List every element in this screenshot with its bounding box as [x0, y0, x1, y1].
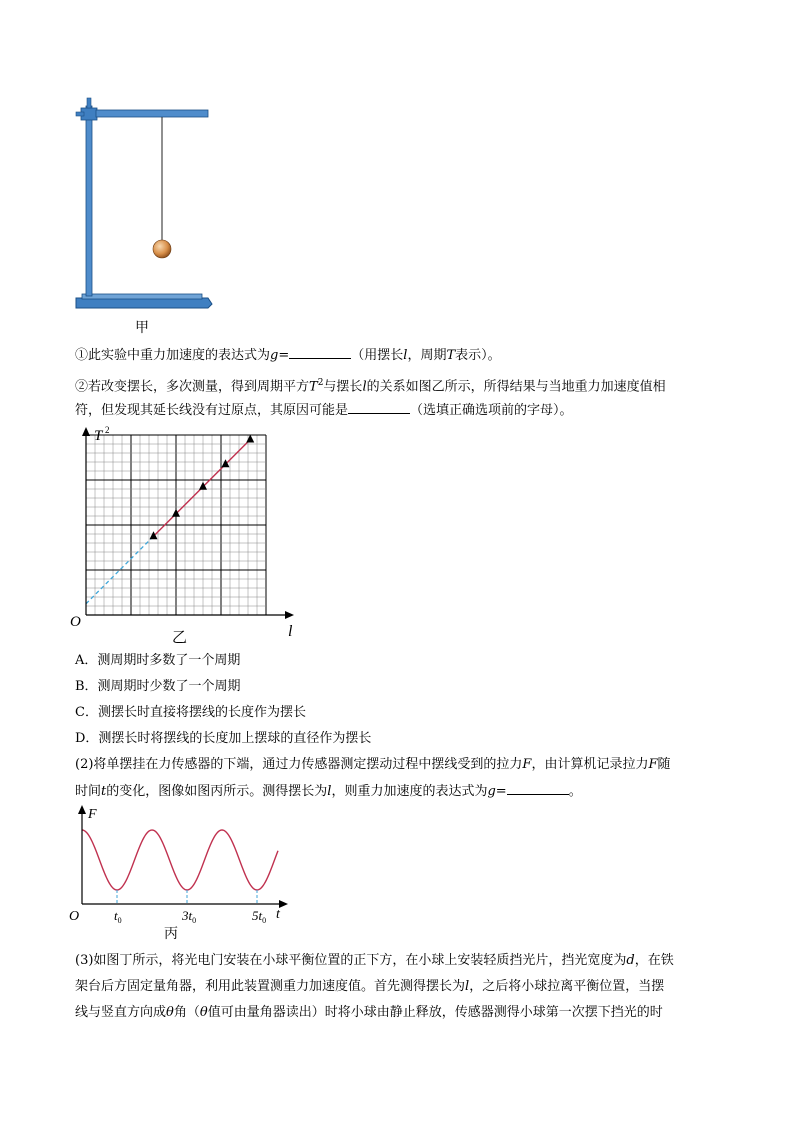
figure-caption-jia: 甲: [135, 320, 149, 336]
pendulum-stand-figure: [70, 94, 220, 314]
question-2-line1: ②若改变摆长，多次测量，得到周期平方$T^2$与摆长l的关系如图乙所示，所得结果与当地重力加速度值相: [75, 378, 666, 395]
data-point-marker: [172, 509, 180, 517]
figure-caption-bing: 丙: [164, 927, 178, 942]
yi-x-axis-label: l: [288, 623, 293, 640]
stand-base: [76, 298, 212, 308]
answer-blank-3[interactable]: [507, 782, 569, 795]
question-1: ①此实验中重力加速度的表达式为g= （用摆长l，周期T表示）。: [75, 348, 501, 363]
force-curve: [82, 830, 278, 890]
data-point-marker: [246, 435, 254, 443]
part-3-line3: 线与竖直方向成θ角（θ值可由量角器读出）时将小球由静止释放，传感器测得小球第一次摆下挡光的时: [75, 1005, 663, 1020]
answer-blank-2[interactable]: [348, 401, 410, 414]
figure-caption-yi: 乙: [172, 630, 188, 646]
part-2-line1: (2)将单摆挂在力传感器的下端，通过力传感器测定摆动过程中摆线受到的拉力F，由计算机记录拉力F随: [75, 757, 671, 772]
pendulum-bob: [153, 240, 171, 258]
yi-origin-label: O: [70, 614, 81, 630]
question-2-line2: 符，但发现其延长线没有过原点，其原因可能是 （选填正确选项前的字母）。: [75, 403, 573, 418]
bing-origin-label: O: [69, 909, 80, 924]
data-point-marker: [222, 459, 230, 467]
answer-blank-1[interactable]: [289, 346, 351, 359]
part-3-line2: 架台后方固定量角器，利用此装置测重力加速度值。首先测得摆长为l，之后将小球拉离平衡位置，当摆: [75, 979, 665, 994]
bing-y-axis-label: F: [88, 807, 97, 822]
stand-rod: [86, 106, 92, 296]
bing-tick-3t0: $3t_0$: [182, 908, 197, 925]
data-point-marker: [150, 531, 158, 539]
stand-arm: [96, 110, 208, 117]
bing-tick-t0: $t_0$: [114, 908, 122, 925]
option-c[interactable]: C．测摆长时直接将摆线的长度作为摆长: [75, 705, 306, 720]
yi-y-axis-label: T: [94, 428, 103, 444]
stand-base-top: [82, 294, 202, 299]
yi-y-axis-exp: 2: [105, 425, 110, 435]
data-point-marker: [199, 482, 207, 490]
force-vs-time-graph: [68, 804, 308, 944]
part-3-line1: (3)如图丁所示，将光电门安装在小球平衡位置的正下方，在小球上安装轻质挡光片，挡光宽度为d，在铁: [75, 953, 674, 968]
t-squared-vs-length-graph: [68, 424, 308, 654]
bing-tick-5t0: $5t_0$: [252, 908, 267, 925]
bing-x-axis-label: t: [276, 907, 280, 922]
option-d[interactable]: D．测摆长时将摆线的长度加上摆球的直径作为摆长: [75, 731, 372, 746]
option-a[interactable]: A．测周期时多数了一个周期: [75, 653, 241, 668]
part-2-line2: 时间t的变化，图像如图丙所示。测得摆长为l，则重力加速度的表达式为g= 。: [75, 784, 582, 799]
option-b[interactable]: B．测周期时少数了一个周期: [75, 679, 241, 694]
